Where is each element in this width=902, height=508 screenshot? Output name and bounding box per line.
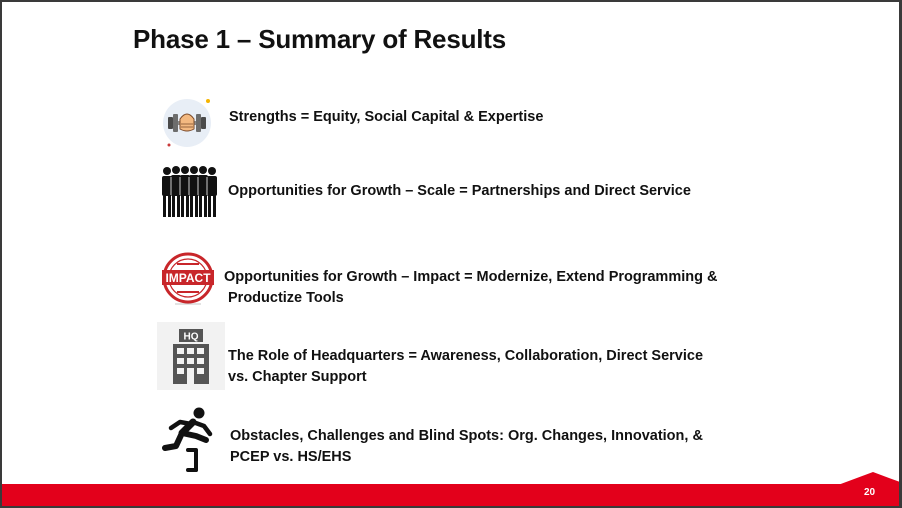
item-3-text: Opportunities for Growth – Impact = Modernize, Extend Programming & Productize Tools (224, 269, 718, 306)
page-number: 20 (864, 487, 876, 498)
hq-badge-label: HQ (183, 331, 199, 343)
item-1-text: Strengths = Equity, Social Capital & Expertise (229, 109, 544, 125)
dumbbell-icon (159, 95, 215, 151)
people-group-icon (160, 165, 220, 219)
slide-title: Phase 1 – Summary of Results (133, 24, 506, 54)
impact-stamp-label: IMPACT (165, 271, 211, 285)
item-4-text: The Role of Headquarters = Awareness, Collaboration, Direct Service vs. Chapter Support (228, 348, 704, 385)
item-2-text: Opportunities for Growth – Scale = Partnerships and Direct Service (228, 183, 691, 199)
item-5-text: Obstacles, Challenges and Blind Spots: Org. Changes, Innovation, & PCEP vs. HS/EHS (230, 428, 703, 465)
footer-bar (2, 484, 899, 506)
hq-building-icon (157, 322, 225, 390)
hurdle-runner-icon (162, 406, 222, 476)
impact-stamp-icon (159, 251, 217, 307)
slide (2, 2, 899, 506)
